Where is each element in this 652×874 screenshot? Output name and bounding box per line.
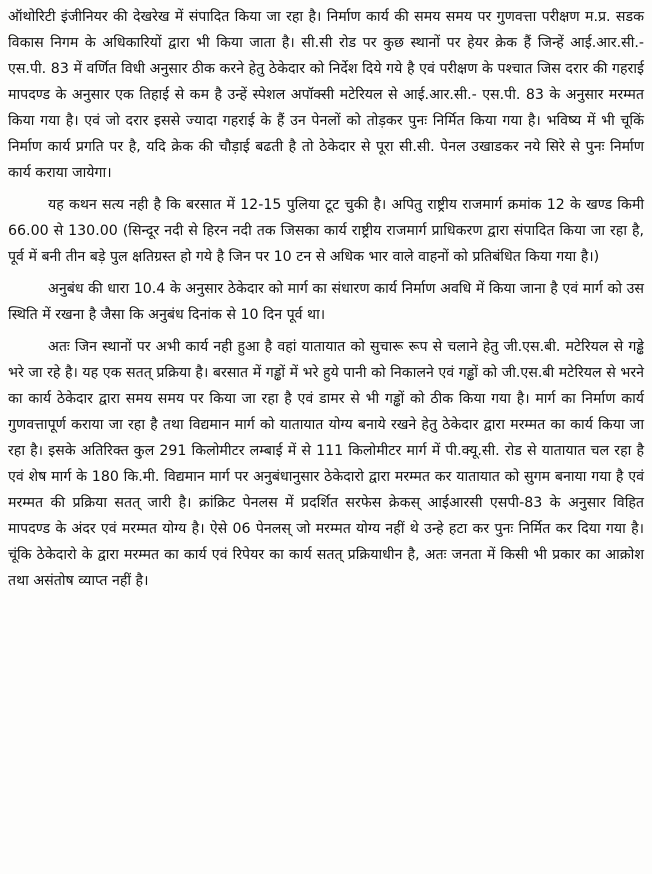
paragraph-contract-clause: अनुबंध की धारा 10.4 के अनुसार ठेकेदार को मार्ग का संधारण कार्य निर्माण अवधि में किया जाना है एवं मार्ग को उस स्थिति में रखना है जैसा कि अनुबंध दिनांक से 10 दिन पूर्व था। bbox=[8, 281, 644, 323]
paragraph-culvert-statement: यह कथन सत्य नही है कि बरसात में 12-15 पुलिया टूट चुकी है। अपितु राष्ट्रीय राजमार्ग क्रमांक 12 के खण्ड किमी 66.00 से 130.00 (सिन्दूर नदी से हिरन नदी तक जिसका कार्य राष्ट्रीय राजमार्ग प्राधिकरण द्वारा संपादित किया जा रहा है, पूर्व में बनी तीन बड़े पुल क्षतिग्रस्त हो गये है जिन पर 10 टन से अधिक भार वाले वाहनों को प्रतिबंधित किया गया है।) bbox=[8, 197, 644, 265]
paragraph-crack-repair: ऑथोरिटी इंजीनियर की देखरेख में संपादित किया जा रहा है। निर्माण कार्य की समय समय पर गुणवत्ता परीक्षण म.प्र. सडक विकास निगम के अधिकारियों द्वारा भी किया जाता है। सी.सी रोड पर कुछ स्थानों पर हेयर क्रेक हैं जिन्हें आई.आर.सी.- एस.पी. 83 में वर्णित विधी अनुसार ठीक करने हेतु ठेकेदार को निर्देश दिये गये है एवं परीक्षण के पश्चात जिस दरार की गहराई मापदण्ड के अनुसार एक तिहाई से कम है उन्हें स्पेशल अपॉक्सी मटेरियल से आई.आर.सी.- एस.पी. 83 के अनुसार मरम्मत किया गया है। एवं जो दरार इससे ज्यादा गहराई के हैं उन पेनलों को तोड़कर पुनः निर्मित किया गया है। भविष्य में भी चूकिं निर्माण कार्य प्रगति पर है, यदि क्रेक की चौड़ाई बढती है तो ठेकेदार से पूरा सी.सी. पेनल उखाडकर नये सिरे से पुनः निर्माण कार्य कराया जायेगा। bbox=[8, 9, 644, 181]
paragraph-maintenance-status: अतः जिन स्थानों पर अभी कार्य नही हुआ है वहां यातायात को सुचारू रूप से चलाने हेतु जी.एस.बी. मटेरियल से गड्ढे भरे जा रहे है। यह एक सतत् प्रक्रिया है। बरसात में गड्ढों में भरे हुये पानी को निकालने एवं गड्ढों को जी.एस.बी मटेरियल से भरने का कार्य ठेकेदार द्वारा समय समय पर किया जा रहा है एवं डामर से भी गड्ढों को ठीक किया गया है। मार्ग का निर्माण कार्य गुणवत्तापूर्ण कराया जा रहा है तथा विद्यमान मार्ग को यातायात योग्य बनाये रखने हेतु ठेकेदार द्वारा मरम्मत का कार्य किया जा रहा है। इसके अतिरिक्त कुल 291 किलोमीटर लम्बाई में से 111 किलोमीटर मार्ग में पी.क्यू.सी. रोड से यातायात चल रहा है एवं शेष मार्ग के 180 कि.मी. विद्यमान मार्ग पर अनुबंधानुसार ठेकेदारो द्वारा मरम्मत कर यातायात को सुगम बनाया गया है एवं मरम्मत की प्रक्रिया सतत् जारी है। क्रांक्रिट पेनलस में प्रदर्शित सरफेस क्रेकस् आईआरसी एसपी-83 के अनुसार विहित मापदण्ड के अंदर एवं मरम्मत योग्य है। ऐसे 06 पेनलस् जो मरम्मत योग्य नहीं थे उन्हे हटा कर पुनः निर्मित कर दिया गया है। चूंकि ठेकेदारो के द्वारा मरम्मत का कार्य एवं रिपेयर का कार्य सतत् प्रक्रियाधीन है, अतः जनता में किसी भी प्रकार का आक्रोश तथा असंतोष व्याप्त नहीं है। bbox=[8, 339, 644, 589]
